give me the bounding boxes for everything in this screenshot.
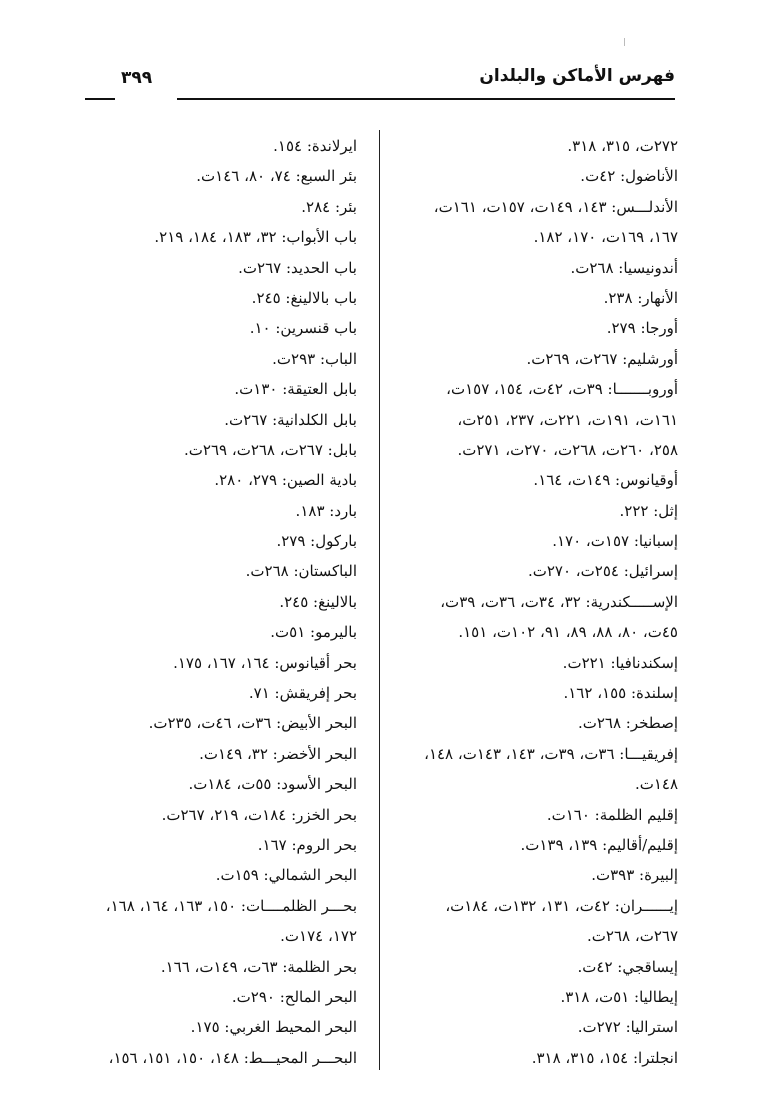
index-entry: بحر إفريقش: ٧١. (248, 684, 357, 703)
index-entry: باركول: ٢٧٩. (276, 532, 357, 551)
index-entry: ١٦٧، ١٦٩ت، ١٧٠، ١٨٢. (533, 228, 678, 247)
index-entry: بحر أقيانوس: ١٦٤، ١٦٧، ١٧٥. (173, 653, 357, 672)
index-entry: باب الأبواب: ٣٢، ١٨٣، ١٨٤، ٢١٩. (154, 228, 357, 247)
index-entry: إصطخر: ٢٦٨ت. (577, 714, 678, 733)
index-entry: إسرائيل: ٢٥٤ت، ٢٧٠ت. (527, 562, 678, 581)
index-entry: البحر الشمالي: ١٥٩ت. (215, 866, 357, 885)
index-entry: إيــــــران: ٤٢ت، ١٣١، ١٣٢ت، ١٨٤ت، (445, 896, 678, 915)
index-entry: باليرمو: ٥١ت. (270, 623, 357, 642)
index-entry: ١٤٨ت. (634, 775, 678, 794)
index-entry: إسكندنافيا: ٢٢١ت. (562, 653, 678, 672)
index-entry: بابل: ٢٦٧ت، ٢٦٨ت، ٢٦٩ت. (184, 440, 357, 459)
column-divider (379, 130, 380, 1070)
index-entry: الباكستان: ٢٦٨ت. (245, 562, 357, 581)
index-entry: بحر الخزر: ١٨٤ت، ٢١٩، ٢٦٧ت. (161, 805, 357, 824)
header-title: فهرس الأماكن والبلدان (479, 66, 675, 86)
scan-mark (624, 38, 625, 46)
header-rule-gap (115, 94, 177, 104)
index-entry: الأناضول: ٤٢ت. (580, 167, 678, 186)
index-entry: ٢٦٧ت، ٢٦٨ت. (587, 927, 678, 946)
right-column (395, 131, 678, 1073)
index-entry: بحـــر الظلمــــات: ١٥٠، ١٦٣، ١٦٤، ١٦٨، (105, 896, 357, 915)
index-entry: ٢٧٢ت، ٣١٥، ٣١٨. (567, 137, 678, 155)
index-entry: إثل: ٢٢٢. (619, 501, 678, 520)
index-entry: بحر الروم: ١٦٧. (257, 835, 357, 854)
index-entry: إيساقجي: ٤٢ت. (577, 957, 678, 976)
index-entry: أورجا: ٢٧٩. (606, 319, 678, 338)
index-entry: ١٦١ت، ١٩١ت، ٢٢١ت، ٢٣٧، ٢٥١ت، (457, 410, 678, 429)
index-entry: الإســـــكندرية: ٣٢، ٣٤ت، ٣٦ت، ٣٩ت، (440, 592, 678, 611)
index-entry: انجلترا: ١٥٤، ٣١٥، ٣١٨. (531, 1048, 678, 1067)
index-entry: أوقيانوس: ١٤٩ت، ١٦٤. (533, 471, 678, 490)
index-entry: استراليا: ٢٧٢ت. (577, 1018, 678, 1037)
index-entry: أورشليم: ٢٦٧ت، ٢٦٩ت. (526, 349, 678, 368)
index-entry: إقليم الظلمة: ١٦٠ت. (546, 805, 678, 824)
index-entry: بارد: ١٨٣. (295, 501, 357, 520)
index-entry: بالالينغ: ٢٤٥. (279, 592, 357, 611)
page-number: ٣٩٩ (121, 68, 153, 88)
index-entry: إقليم/أقاليم: ١٣٩، ١٣٩ت. (520, 835, 678, 854)
index-entry: ١٧٢، ١٧٤ت. (280, 927, 357, 946)
index-entry: باب الحديد: ٢٦٧ت. (238, 258, 357, 277)
index-entry: بابل الكلدانية: ٢٦٧ت. (224, 410, 357, 429)
index-entry: بحر الظلمة: ٦٣ت، ١٤٩ت، ١٦٦. (160, 957, 357, 976)
index-entry: بادية الصين: ٢٧٩، ٢٨٠. (214, 471, 357, 490)
index-entry: إفريقيـــا: ٣٦ت، ٣٩ت، ١٤٣، ١٤٣ت، ١٤٨، (424, 744, 678, 763)
index-entry: الأندلـــس: ١٤٣، ١٤٩ت، ١٥٧ت، ١٦١ت، (433, 197, 678, 216)
index-entry: البحر الأسود: ٥٥ت، ١٨٤ت. (188, 775, 357, 794)
index-entry: البحر المالح: ٢٩٠ت. (231, 987, 357, 1006)
index-entry: ايرلاندة: ١٥٤. (273, 137, 357, 155)
index-entry: الباب: ٢٩٣ت. (272, 349, 357, 368)
left-column (72, 131, 357, 1073)
page-header (85, 66, 675, 96)
index-entry: الأنهار: ٢٣٨. (603, 288, 678, 307)
index-entry: بئر: ٢٨٤. (301, 197, 357, 216)
index-entry: إيطاليا: ٥١ت، ٣١٨. (560, 987, 678, 1006)
index-entry: بئر السبع: ٧٤، ٨٠، ١٤٦ت. (196, 167, 357, 186)
index-entry: أوروبـــــــا: ٣٩ت، ٤٢ت، ١٥٤، ١٥٧ت، (446, 380, 678, 399)
index-entry: ٢٥٨، ٢٦٠ت، ٢٦٨ت، ٢٧٠ت، ٢٧١ت. (457, 440, 678, 459)
index-entry: باب قنسرين: ١٠. (249, 319, 357, 338)
index-entry: البحر المحيط الغربي: ١٧٥. (190, 1018, 357, 1037)
index-entry: البحـــر المحيـــط: ١٤٨، ١٥٠، ١٥١، ١٥٦، (108, 1048, 357, 1067)
index-entry: بابل العتيقة: ١٣٠ت. (234, 380, 357, 399)
index-entry: إسبانيا: ١٥٧ت، ١٧٠. (552, 532, 678, 551)
index-entry: ٤٥ت، ٨٠، ٨٨، ٨٩، ٩١، ١٠٢ت، ١٥١. (458, 623, 678, 642)
index-entry: أندونيسيا: ٢٦٨ت. (570, 258, 678, 277)
index-entry: إلبيرة: ٣٩٣ت. (591, 866, 678, 885)
index-entry: إسلندة: ١٥٥، ١٦٢. (563, 684, 678, 703)
index-entry: البحر الأبيض: ٣٦ت، ٤٦ت، ٢٣٥ت. (148, 714, 357, 733)
index-entry: باب بالالينغ: ٢٤٥. (251, 288, 357, 307)
index-entry: البحر الأخضر: ٣٢، ١٤٩ت. (199, 744, 357, 763)
